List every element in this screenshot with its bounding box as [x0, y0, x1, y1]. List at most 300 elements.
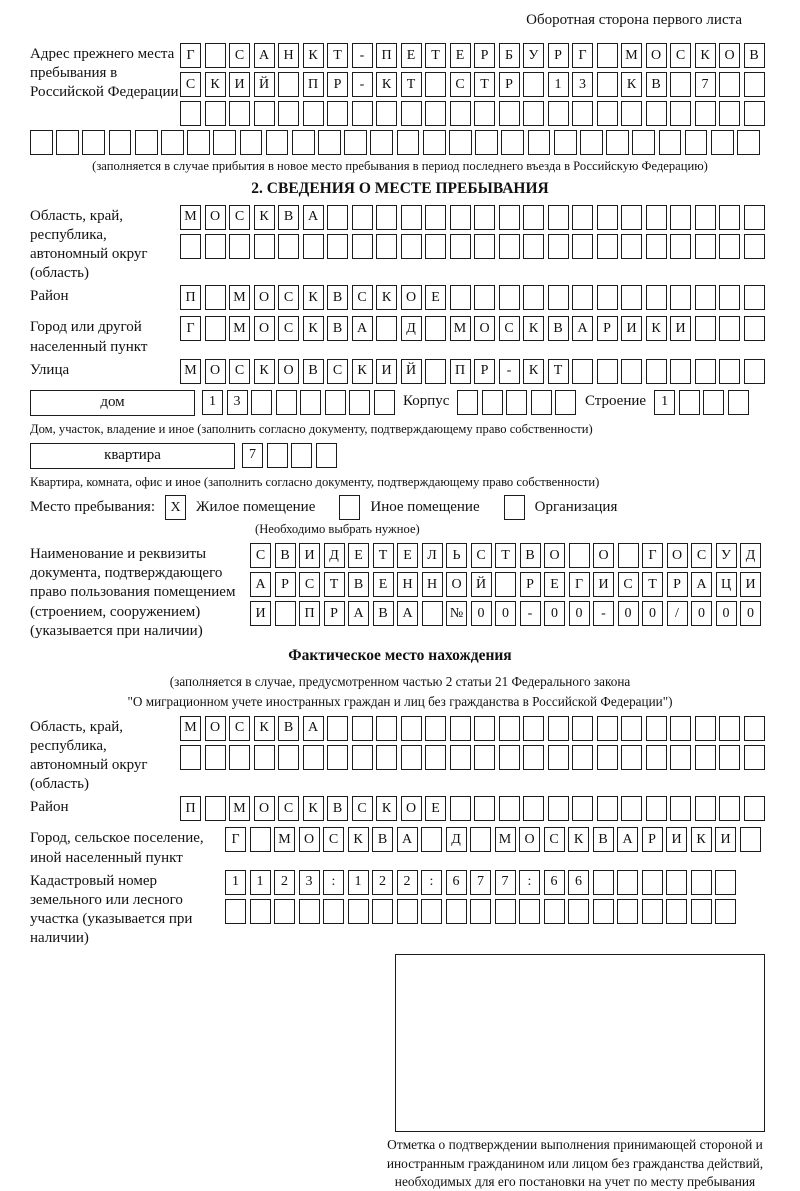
char-box[interactable] [425, 72, 446, 97]
char-box[interactable] [670, 72, 691, 97]
char-box[interactable] [250, 827, 271, 852]
char-box[interactable] [597, 745, 618, 770]
char-box[interactable]: Т [425, 43, 446, 68]
char-box[interactable]: О [474, 316, 495, 341]
char-box[interactable] [401, 234, 422, 259]
char-box[interactable]: А [691, 572, 712, 597]
char-box[interactable]: О [544, 543, 565, 568]
char-box[interactable]: Г [642, 543, 663, 568]
char-box[interactable]: Е [373, 572, 394, 597]
char-box[interactable]: 0 [691, 601, 712, 626]
char-box[interactable] [548, 205, 569, 230]
char-box[interactable]: К [376, 72, 397, 97]
char-box[interactable] [617, 870, 638, 895]
char-box[interactable]: О [401, 796, 422, 821]
char-box[interactable]: У [523, 43, 544, 68]
char-box[interactable]: М [180, 205, 201, 230]
char-box[interactable] [274, 899, 295, 924]
char-box[interactable] [370, 130, 393, 155]
char-box[interactable]: - [352, 43, 373, 68]
char-box[interactable]: Р [474, 43, 495, 68]
char-box[interactable]: И [670, 316, 691, 341]
char-box[interactable]: Р [275, 572, 296, 597]
char-box[interactable] [229, 745, 250, 770]
char-box[interactable]: О [719, 43, 740, 68]
char-box[interactable]: П [376, 43, 397, 68]
char-box[interactable]: Е [348, 543, 369, 568]
char-box[interactable]: О [446, 572, 467, 597]
char-box[interactable]: Р [474, 359, 495, 384]
char-box[interactable]: С [450, 72, 471, 97]
char-box[interactable] [572, 101, 593, 126]
char-box[interactable]: 7 [695, 72, 716, 97]
char-box[interactable] [499, 285, 520, 310]
char-box[interactable] [554, 130, 577, 155]
char-box[interactable]: О [519, 827, 540, 852]
char-box[interactable] [450, 796, 471, 821]
char-box[interactable] [523, 101, 544, 126]
char-box[interactable]: Г [572, 43, 593, 68]
char-box[interactable] [646, 745, 667, 770]
char-box[interactable] [457, 390, 478, 415]
char-box[interactable] [229, 101, 250, 126]
char-box[interactable]: Е [397, 543, 418, 568]
char-box[interactable] [450, 745, 471, 770]
char-box[interactable]: 0 [471, 601, 492, 626]
char-box[interactable] [421, 899, 442, 924]
char-box[interactable]: У [716, 543, 737, 568]
char-box[interactable] [666, 899, 687, 924]
char-box[interactable]: В [278, 205, 299, 230]
char-box[interactable]: 6 [568, 870, 589, 895]
char-box[interactable] [548, 716, 569, 741]
char-box[interactable] [499, 205, 520, 230]
char-box[interactable] [327, 234, 348, 259]
char-box[interactable]: О [205, 205, 226, 230]
char-box[interactable]: 0 [569, 601, 590, 626]
char-box[interactable] [621, 716, 642, 741]
char-box[interactable] [548, 101, 569, 126]
char-box[interactable]: М [180, 716, 201, 741]
char-box[interactable]: М [229, 316, 250, 341]
char-box[interactable]: Н [278, 43, 299, 68]
char-box[interactable] [352, 234, 373, 259]
char-box[interactable] [278, 234, 299, 259]
char-box[interactable]: С [229, 205, 250, 230]
char-box[interactable]: С [499, 316, 520, 341]
char-box[interactable]: Е [425, 796, 446, 821]
char-box[interactable] [344, 130, 367, 155]
char-box[interactable] [450, 234, 471, 259]
char-box[interactable]: 3 [299, 870, 320, 895]
char-box[interactable] [646, 285, 667, 310]
char-box[interactable] [572, 359, 593, 384]
char-box[interactable]: Т [324, 572, 345, 597]
char-box[interactable] [327, 205, 348, 230]
char-box[interactable] [695, 716, 716, 741]
char-box[interactable]: К [303, 796, 324, 821]
char-box[interactable] [744, 359, 765, 384]
char-box[interactable] [449, 130, 472, 155]
char-box[interactable] [621, 234, 642, 259]
char-box[interactable] [499, 101, 520, 126]
char-box[interactable] [213, 130, 236, 155]
char-box[interactable]: 1 [225, 870, 246, 895]
char-box[interactable]: - [352, 72, 373, 97]
char-box[interactable]: О [205, 716, 226, 741]
char-box[interactable] [548, 745, 569, 770]
char-box[interactable] [744, 285, 765, 310]
char-box[interactable]: Г [180, 43, 201, 68]
char-box[interactable] [450, 285, 471, 310]
char-box[interactable] [318, 130, 341, 155]
char-box[interactable]: Р [499, 72, 520, 97]
char-box[interactable]: Д [446, 827, 467, 852]
char-box[interactable] [597, 101, 618, 126]
char-box[interactable] [376, 716, 397, 741]
char-box[interactable] [691, 899, 712, 924]
char-box[interactable]: К [352, 359, 373, 384]
char-box[interactable] [646, 796, 667, 821]
char-box[interactable] [229, 234, 250, 259]
char-box[interactable]: М [180, 359, 201, 384]
char-box[interactable] [519, 899, 540, 924]
char-box[interactable] [670, 285, 691, 310]
char-box[interactable] [728, 390, 749, 415]
char-box[interactable] [703, 390, 724, 415]
apartment-type-field[interactable]: квартира [30, 443, 235, 469]
char-box[interactable]: Т [327, 43, 348, 68]
char-box[interactable] [423, 130, 446, 155]
char-box[interactable]: А [348, 601, 369, 626]
char-box[interactable]: П [450, 359, 471, 384]
char-box[interactable] [597, 205, 618, 230]
char-box[interactable]: К [205, 72, 226, 97]
char-box[interactable]: К [568, 827, 589, 852]
char-box[interactable]: М [274, 827, 295, 852]
char-box[interactable]: П [299, 601, 320, 626]
char-box[interactable]: К [376, 796, 397, 821]
char-box[interactable]: О [254, 285, 275, 310]
char-box[interactable]: М [495, 827, 516, 852]
char-box[interactable] [572, 716, 593, 741]
char-box[interactable]: К [691, 827, 712, 852]
char-box[interactable]: В [372, 827, 393, 852]
char-box[interactable] [300, 390, 321, 415]
char-box[interactable] [572, 796, 593, 821]
char-box[interactable]: А [303, 205, 324, 230]
char-box[interactable]: С [180, 72, 201, 97]
char-box[interactable] [397, 130, 420, 155]
char-box[interactable]: Р [548, 43, 569, 68]
char-box[interactable]: В [520, 543, 541, 568]
char-box[interactable]: Д [740, 543, 761, 568]
char-box[interactable] [425, 101, 446, 126]
char-box[interactable] [597, 796, 618, 821]
char-box[interactable] [450, 716, 471, 741]
char-box[interactable] [572, 285, 593, 310]
char-box[interactable]: № [446, 601, 467, 626]
char-box[interactable] [303, 745, 324, 770]
char-box[interactable] [266, 130, 289, 155]
char-box[interactable]: О [646, 43, 667, 68]
char-box[interactable] [719, 234, 740, 259]
char-box[interactable] [425, 234, 446, 259]
char-box[interactable]: О [667, 543, 688, 568]
char-box[interactable]: В [327, 796, 348, 821]
char-box[interactable]: Т [495, 543, 516, 568]
char-box[interactable]: Г [225, 827, 246, 852]
char-box[interactable]: И [229, 72, 250, 97]
char-box[interactable]: - [520, 601, 541, 626]
char-box[interactable]: А [303, 716, 324, 741]
char-box[interactable] [719, 745, 740, 770]
char-box[interactable] [740, 827, 761, 852]
char-box[interactable]: 0 [544, 601, 565, 626]
char-box[interactable]: К [646, 316, 667, 341]
char-box[interactable] [495, 572, 516, 597]
char-box[interactable] [205, 316, 226, 341]
char-box[interactable] [180, 745, 201, 770]
char-box[interactable] [695, 234, 716, 259]
char-box[interactable] [719, 101, 740, 126]
char-box[interactable]: С [229, 716, 250, 741]
char-box[interactable]: Т [642, 572, 663, 597]
char-box[interactable]: Й [254, 72, 275, 97]
char-box[interactable] [240, 130, 263, 155]
char-box[interactable] [299, 899, 320, 924]
char-box[interactable] [621, 101, 642, 126]
char-box[interactable] [544, 899, 565, 924]
char-box[interactable] [646, 205, 667, 230]
char-box[interactable] [254, 745, 275, 770]
char-box[interactable] [670, 359, 691, 384]
char-box[interactable] [425, 316, 446, 341]
checkbox-organizatsiya[interactable] [504, 495, 525, 520]
char-box[interactable] [621, 285, 642, 310]
char-box[interactable] [548, 796, 569, 821]
char-box[interactable]: 0 [618, 601, 639, 626]
char-box[interactable]: О [593, 543, 614, 568]
char-box[interactable] [646, 716, 667, 741]
char-box[interactable] [597, 234, 618, 259]
char-box[interactable] [303, 101, 324, 126]
char-box[interactable]: 0 [740, 601, 761, 626]
char-box[interactable] [327, 716, 348, 741]
char-box[interactable] [719, 716, 740, 741]
char-box[interactable]: М [450, 316, 471, 341]
char-box[interactable]: К [621, 72, 642, 97]
checkbox-zhiloe-pomeshchenie[interactable]: X [165, 495, 186, 520]
char-box[interactable] [425, 716, 446, 741]
char-box[interactable] [421, 827, 442, 852]
char-box[interactable] [646, 101, 667, 126]
char-box[interactable] [593, 870, 614, 895]
char-box[interactable] [422, 601, 443, 626]
char-box[interactable]: Й [401, 359, 422, 384]
char-box[interactable]: С [278, 796, 299, 821]
char-box[interactable]: Й [471, 572, 492, 597]
char-box[interactable] [254, 234, 275, 259]
char-box[interactable] [695, 359, 716, 384]
char-box[interactable] [719, 205, 740, 230]
char-box[interactable]: М [621, 43, 642, 68]
char-box[interactable] [376, 316, 397, 341]
char-box[interactable] [642, 899, 663, 924]
char-box[interactable] [82, 130, 105, 155]
char-box[interactable]: Ь [446, 543, 467, 568]
char-box[interactable]: Д [401, 316, 422, 341]
char-box[interactable]: : [421, 870, 442, 895]
char-box[interactable] [695, 285, 716, 310]
char-box[interactable] [327, 101, 348, 126]
char-box[interactable] [744, 316, 765, 341]
char-box[interactable]: И [250, 601, 271, 626]
char-box[interactable] [450, 101, 471, 126]
char-box[interactable] [528, 130, 551, 155]
char-box[interactable]: Р [642, 827, 663, 852]
char-box[interactable] [278, 101, 299, 126]
char-box[interactable]: К [523, 359, 544, 384]
char-box[interactable] [30, 130, 53, 155]
char-box[interactable]: С [299, 572, 320, 597]
char-box[interactable]: К [523, 316, 544, 341]
char-box[interactable]: К [303, 43, 324, 68]
char-box[interactable]: 0 [495, 601, 516, 626]
char-box[interactable] [597, 359, 618, 384]
char-box[interactable] [254, 101, 275, 126]
char-box[interactable] [376, 234, 397, 259]
char-box[interactable] [161, 130, 184, 155]
char-box[interactable] [401, 101, 422, 126]
char-box[interactable]: / [667, 601, 688, 626]
char-box[interactable]: 2 [372, 870, 393, 895]
char-box[interactable]: К [303, 285, 324, 310]
char-box[interactable]: А [254, 43, 275, 68]
char-box[interactable] [523, 716, 544, 741]
char-box[interactable] [695, 745, 716, 770]
char-box[interactable]: К [376, 285, 397, 310]
char-box[interactable] [744, 234, 765, 259]
char-box[interactable]: К [254, 205, 275, 230]
char-box[interactable] [695, 205, 716, 230]
char-box[interactable] [617, 899, 638, 924]
char-box[interactable] [401, 205, 422, 230]
char-box[interactable]: 1 [250, 870, 271, 895]
char-box[interactable] [327, 745, 348, 770]
char-box[interactable] [251, 390, 272, 415]
char-box[interactable]: А [397, 601, 418, 626]
char-box[interactable]: О [254, 796, 275, 821]
char-box[interactable] [278, 72, 299, 97]
char-box[interactable] [523, 745, 544, 770]
char-box[interactable] [323, 899, 344, 924]
char-box[interactable]: Б [499, 43, 520, 68]
char-box[interactable]: Т [548, 359, 569, 384]
char-box[interactable] [205, 285, 226, 310]
char-box[interactable]: Т [401, 72, 422, 97]
char-box[interactable]: - [499, 359, 520, 384]
char-box[interactable]: И [299, 543, 320, 568]
char-box[interactable]: К [303, 316, 324, 341]
char-box[interactable]: О [254, 316, 275, 341]
char-box[interactable] [531, 390, 552, 415]
char-box[interactable] [474, 101, 495, 126]
char-box[interactable] [744, 745, 765, 770]
char-box[interactable] [670, 716, 691, 741]
char-box[interactable] [606, 130, 629, 155]
char-box[interactable] [580, 130, 603, 155]
char-box[interactable] [135, 130, 158, 155]
char-box[interactable]: Н [422, 572, 443, 597]
char-box[interactable] [646, 359, 667, 384]
char-box[interactable]: Н [397, 572, 418, 597]
char-box[interactable]: И [715, 827, 736, 852]
char-box[interactable]: И [621, 316, 642, 341]
char-box[interactable] [325, 390, 346, 415]
char-box[interactable]: С [352, 285, 373, 310]
char-box[interactable] [446, 899, 467, 924]
char-box[interactable] [744, 72, 765, 97]
char-box[interactable]: П [180, 285, 201, 310]
char-box[interactable]: В [548, 316, 569, 341]
char-box[interactable]: М [229, 285, 250, 310]
char-box[interactable]: В [373, 601, 394, 626]
char-box[interactable]: Д [324, 543, 345, 568]
char-box[interactable] [205, 43, 226, 68]
char-box[interactable] [474, 285, 495, 310]
char-box[interactable] [374, 390, 395, 415]
char-box[interactable]: М [229, 796, 250, 821]
char-box[interactable]: В [303, 359, 324, 384]
char-box[interactable]: К [254, 359, 275, 384]
char-box[interactable]: 1 [348, 870, 369, 895]
char-box[interactable]: О [299, 827, 320, 852]
char-box[interactable] [316, 443, 337, 468]
char-box[interactable]: П [180, 796, 201, 821]
char-box[interactable] [523, 205, 544, 230]
char-box[interactable]: И [593, 572, 614, 597]
char-box[interactable] [695, 101, 716, 126]
char-box[interactable]: С [278, 285, 299, 310]
char-box[interactable] [621, 745, 642, 770]
char-box[interactable] [719, 72, 740, 97]
char-box[interactable]: В [327, 316, 348, 341]
char-box[interactable]: - [593, 601, 614, 626]
char-box[interactable] [744, 796, 765, 821]
char-box[interactable] [352, 745, 373, 770]
char-box[interactable] [670, 101, 691, 126]
char-box[interactable] [642, 870, 663, 895]
char-box[interactable]: Т [474, 72, 495, 97]
char-box[interactable] [109, 130, 132, 155]
char-box[interactable] [737, 130, 760, 155]
char-box[interactable] [523, 796, 544, 821]
char-box[interactable] [275, 601, 296, 626]
char-box[interactable] [695, 316, 716, 341]
char-box[interactable] [267, 443, 288, 468]
char-box[interactable] [180, 234, 201, 259]
char-box[interactable] [372, 899, 393, 924]
char-box[interactable] [685, 130, 708, 155]
char-box[interactable]: Р [667, 572, 688, 597]
char-box[interactable] [506, 390, 527, 415]
char-box[interactable]: 1 [548, 72, 569, 97]
char-box[interactable] [401, 716, 422, 741]
char-box[interactable] [715, 870, 736, 895]
char-box[interactable] [376, 101, 397, 126]
char-box[interactable] [719, 359, 740, 384]
